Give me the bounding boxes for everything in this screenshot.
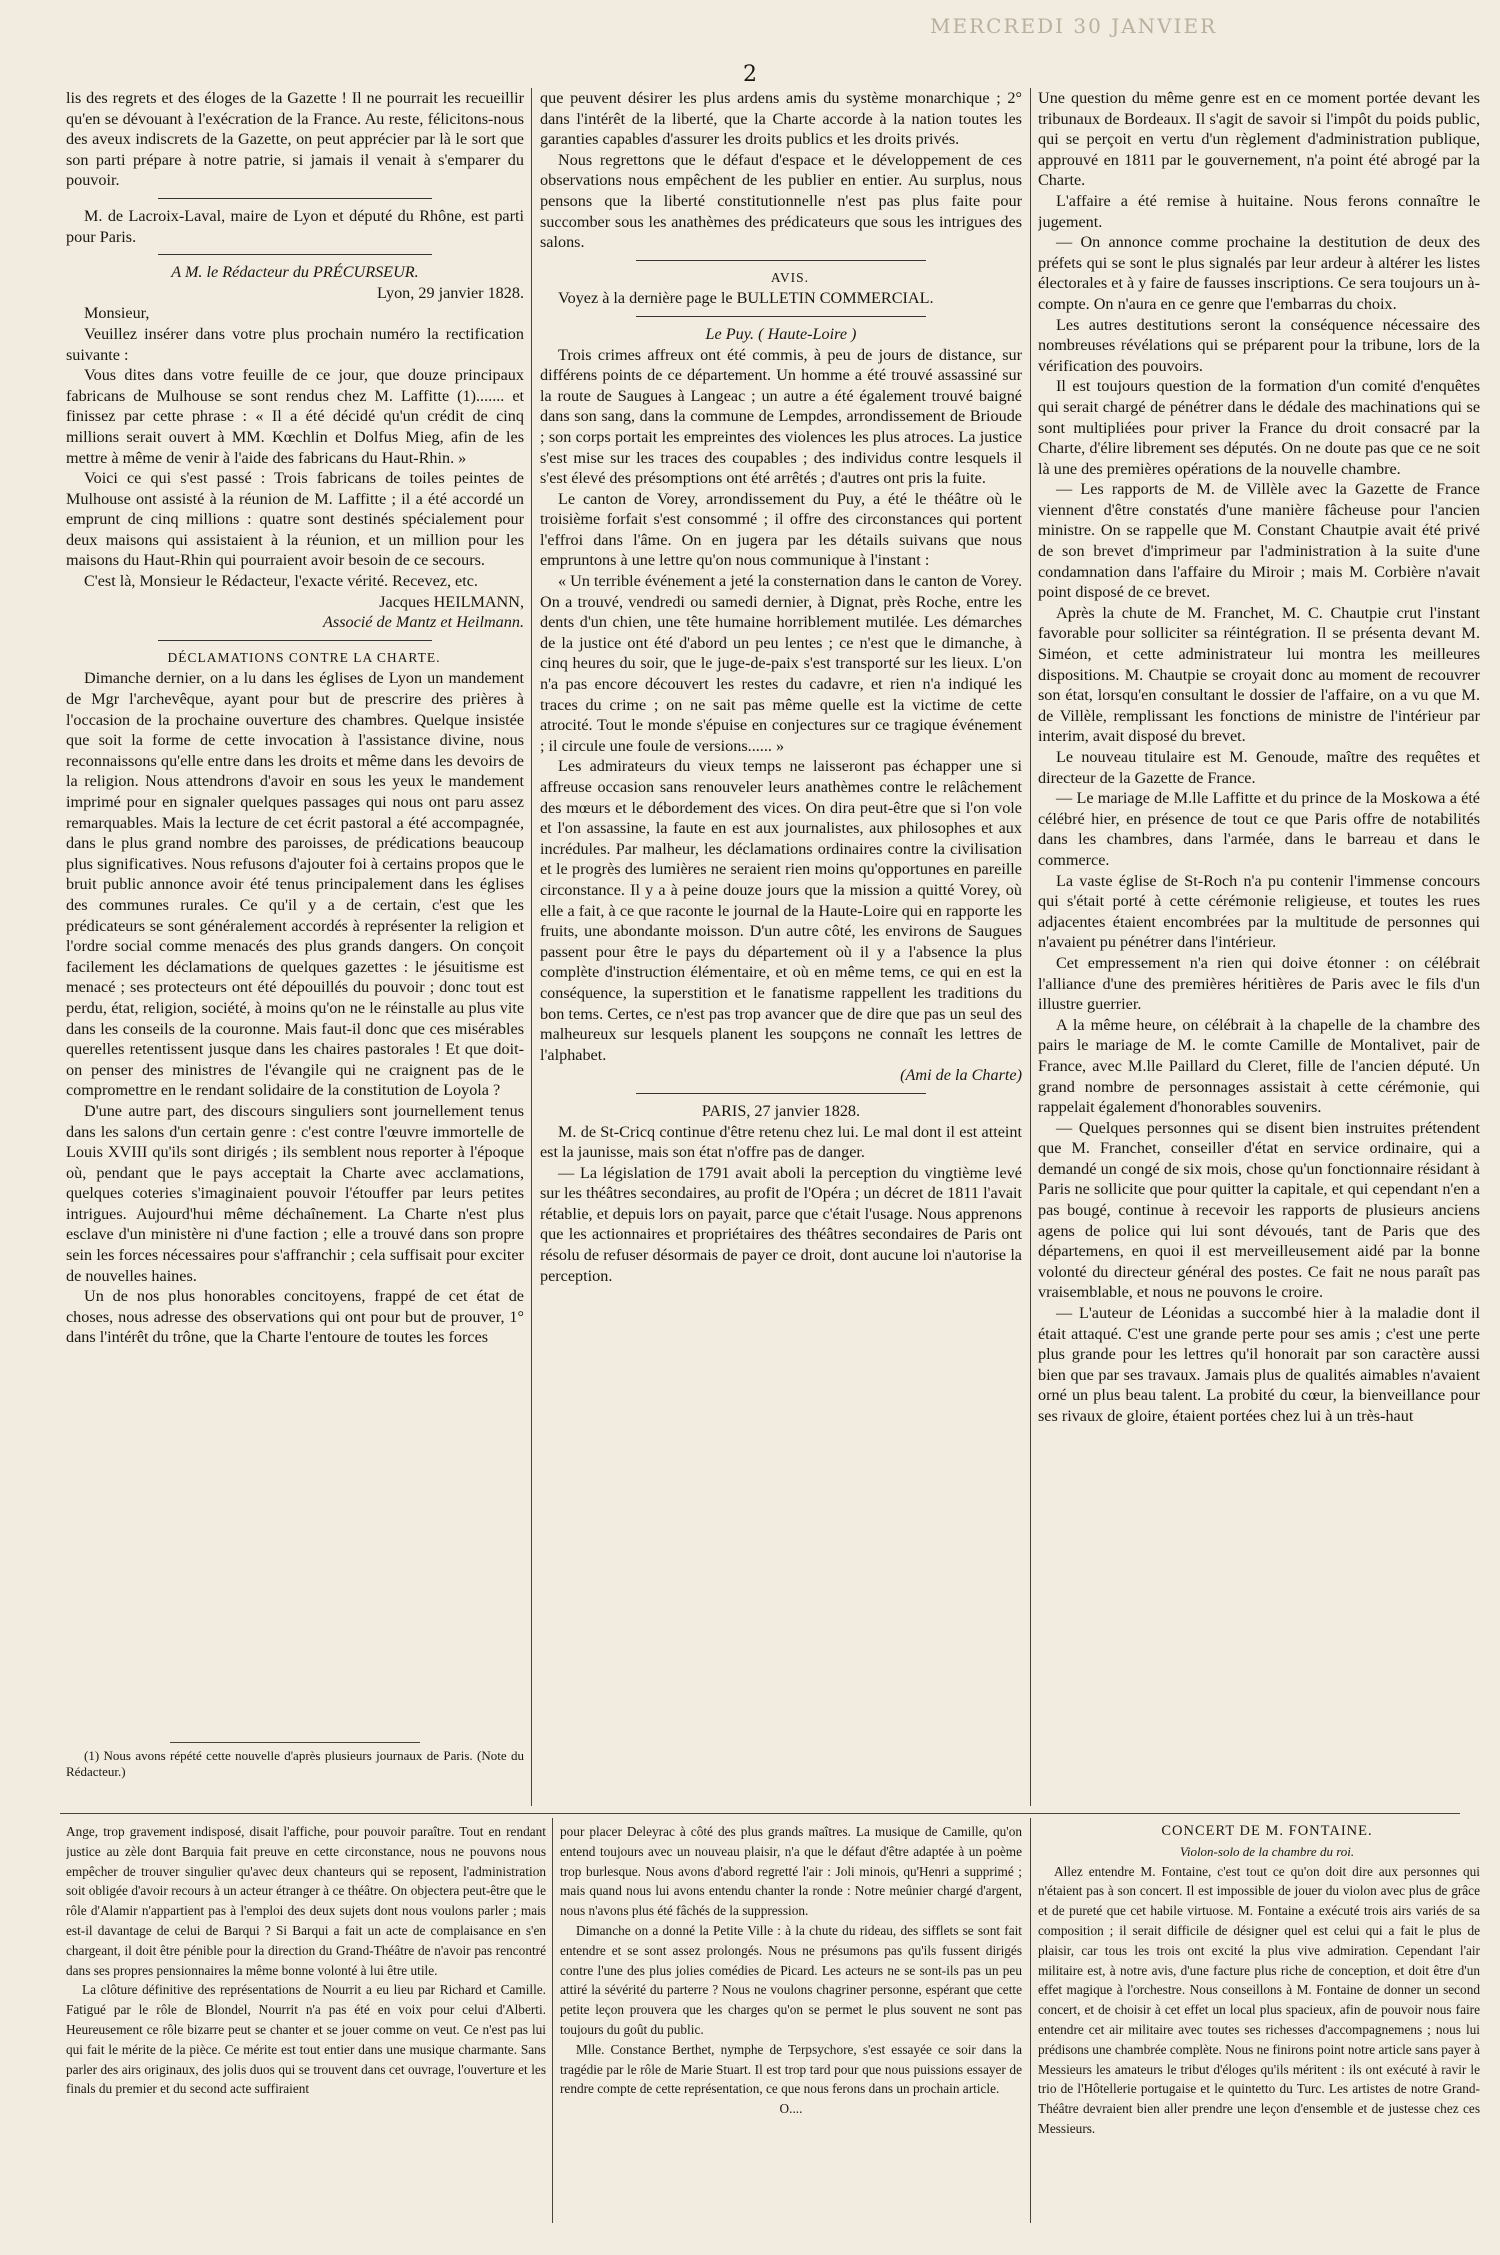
dateline: Le Puy. ( Haute-Loire ) (705, 324, 857, 343)
article-paragraph: A la même heure, on célébrait à la chapelle de la chambre des pairs le mariage de M. le comte Camille de Montalivet, pair de France, avec M.lle Paillard du Cleret, fille de l'ancien député. Un grand nombre de personnages assistait à cette cérémonie, qui rappelait également d'honorables souvenirs. (1038, 1015, 1480, 1117)
footnote-text: (1) Nous avons répété cette nouvelle d'après plusieurs journaux de Paris. (Note du Rédacteur.) (66, 1748, 524, 1779)
letter-signature: Jacques HEILMANN, (379, 592, 524, 611)
article-paragraph: « Un terrible événement a jeté la consternation dans le canton de Vorey. On a trouvé, vendredi ou samedi dernier, à Dignat, près Roche, entre les dents d'un chien, une tête humaine horriblement mutilée. Les démarches de la justice ont été d'abord un peu lentes ; ce n'est que le dimanche, à cinq heures du soir, que le juge-de-paix s'est transporté sur les lieux. L'on n'a pas encore découvert les restes du cadavre, et rien n'a indiqué les traces du crime ; on ne sait pas même quelle est la victime de cette atrocité. Tout le monde s'épuise en conjectures sur ce tragique événement ; il circule une foule de versions...... » (540, 572, 1022, 755)
article-paragraph: M. de Lacroix-Laval, maire de Lyon et député du Rhône, est parti pour Paris. (66, 206, 524, 246)
article-paragraph: que peuvent désirer les plus ardens amis du système monarchique ; 2° dans l'intérêt de la liberté, que la Charte accorde à la nation toutes les garanties capables d'assurer les droits publics et les droits privés. (540, 89, 1022, 149)
article-paragraph: Le canton de Vorey, arrondissement du Puy, a été le théâtre où le troisième forfait s'est consommé ; il offre des circonstances qui portent l'effroi dans l'âme. On en jugera par les détails suivans que nous empruntons à une lettre qu'on nous communique à l'instant : (540, 489, 1022, 570)
letter-paragraph: Vous dites dans votre feuille de ce jour, que douze principaux fabricans de Mulhouse se sont rendus chez M. Laffitte (1)....... et finissez par cette phrase : « Il a été décidé qu'un crédit de cinq millions serait ouvert à MM. Kœchlin et Dolfus Mieg, afin de les mettre à même de venir à l'aide des fabricans du Haut-Rhin. » (66, 366, 524, 467)
concert-heading: CONCERT DE M. FONTAINE. (1161, 1823, 1373, 1839)
article-paragraph: Après la chute de M. Franchet, M. C. Chautpie crut l'instant favorable pour solliciter sa réintégration. Il se présenta devant M. Siméon, et cette administrateur lui montra les meilleures dispositions. M. Chautpie se croyait donc au moment de recouvrer son état, lorsqu'en consultant le dossier de l'affaire, on a vu que M. de Villèle, remplissant les fonctions de ministre de l'intérieur par interim, avait disposé du brevet. (1038, 603, 1480, 746)
column-rule (531, 88, 532, 1806)
feuilleton-signature: O.... (779, 2101, 803, 2117)
article-paragraph: — L'auteur de Léonidas a succombé hier à la maladie dont il était attaqué. C'est une grande perte pour ses amis ; c'est une perte plus grande pour les lettres qu'il honorait par son caractère aussi bien que par ses travaux. Jamais plus de qualités aimables n'avaient orné un plus beau talent. La probité du cœur, la bienveillance pour ses rivaux de gloire, étaient portées chez lui à un très-haut (1038, 1304, 1480, 1425)
divider (158, 254, 433, 255)
concert-subheading: Violon-solo de la chambre du roi. (1179, 1843, 1355, 1859)
feuilleton-paragraph: Ange, trop gravement indisposé, disait l'affiche, pour pouvoir paraître. Tout en rendant justice au zèle dont Barquia fait preuve en cette circonstance, nous ne pouvons nous empêcher de trouver singulier qu'avec deux chanteurs qui se reposent, l'administration soit obligée d'avoir recours à un acteur étranger à ce théâtre. On objectera peut-être que le rôle d'Alamir n'appartient pas à l'emploi des deux sujets dont nous voulons parler ; mais est-il davantage de celui de Barqui ? Si Barqui a fait un acte de complaisance en s'en chargeant, il doit être pénible pour la direction du Grand-Théâtre de n'avoir pas rencontré dans ses propres pensionnaires la même bonne volonté à lui être utile. (66, 1824, 546, 1978)
article-paragraph: Cet empressement n'a rien qui doive étonner : on célébrait l'alliance d'une des premières héritières de Paris avec le fils d'un illustre guerrier. (1038, 953, 1480, 1014)
source-credit: (Ami de la Charte) (900, 1066, 1022, 1085)
feuilleton-paragraph: pour placer Deleyrac à côté des plus grands maîtres. La musique de Camille, qu'on entend toujours avec un nouveau plaisir, n'a que le défaut d'être adaptée à un poème trop burlesque. Nous avons d'abord regretté l'air : Joli minois, qu'Henri a supprimé ; mais quand nous lui avons entendu chanter la ronde : Notre meûnier chargé d'argent, nous n'avons plus été fâchés de la suppression. (560, 1824, 1022, 1919)
article-paragraph: lis des regrets et des éloges de la Gazette ! Il ne pourrait les recueillir qu'en se dévouant à l'exécration de la France. Au reste, félicitons-nous des aveux indiscrets de la Gazette, on peut apprécier par là le sort que son parti prépare à notre patrie, si jamais il venait à s'emparer du pouvoir. (66, 89, 524, 190)
page-number: 2 (743, 62, 757, 87)
bleed-through-header: MERCREDI 30 JANVIER (930, 14, 1218, 38)
article-paragraph: Une question du même genre est en ce moment portée devant les tribunaux de Bordeaux. Il s'agit de savoir si l'impôt du poids public, qui se perçoit en vertu d'un règlement d'administration publique, approuvé en 1811 par le gouvernement, n'a point été abrogé par la Charte. (1038, 89, 1480, 190)
feuilleton-paragraph: Mlle. Constance Berthet, nymphe de Terpsychore, s'est essayée ce soir dans la tragédie par le rôle de Marie Stuart. Il est trop tard pour que nous puissions essayer de rendre compte de cette représentation, ce que nous ferons dans un prochain article. (560, 2041, 1022, 2097)
feuilleton-column-3 (1038, 1822, 1480, 2227)
article-paragraph: — Quelques personnes qui se disent bien instruites prétendent que M. Franchet, conseiller d'état en service ordinaire, qui a demandé un congé de six mois, chose qu'un fonctionnaire résidant à Paris ne sollicite que pour quitter la capitale, et qui cependant n'en a pas bougé, continue à recevoir les rapports de plusieurs anciens agens de police qui lui sont dévoués, tant de Paris que des départemens, en quoi il est merveilleusement aidé par la bonne volonté du directeur général des postes. Ce fait ne nous paraît pas vraisemblable, et nous ne pouvons le croire. (1038, 1118, 1480, 1302)
article-paragraph: Il est toujours question de la formation d'un comité d'enquêtes qui serait chargé de pénétrer dans le dédale des machinations qui se sont multipliées pour priver la France du droit consacré par la Charte, d'élire librement ses députés. On ne doute pas que ce ne soit là une des premières opérations de la nouvelle chambre. (1038, 377, 1480, 478)
divider (158, 198, 433, 199)
divider (636, 1093, 925, 1094)
divider (636, 316, 925, 317)
letter-paragraph: Voici ce qui s'est passé : Trois fabricans de toiles peintes de Mulhouse ont assisté à la réunion de M. Laffitte ; il a été accordé un emprunt de cinq millions : quatre sont destinés spécialement pour deux maisons qui assistaient à la réunion, et un million pour les maisons du Haut-Rhin qui pourraient avoir besoin de ce secours. (66, 469, 524, 570)
column-rule (552, 1818, 553, 2223)
divider (158, 640, 433, 641)
article-paragraph: D'une autre part, des discours singuliers sont journellement tenus dans les salons d'un certain genre : c'est contre l'œuvre immortelle de Louis XVIII qu'ils sont dirigés ; ils semblent nous reporter à l'époque où, pendant que le pays acceptait la Charte avec acclamations, quelques coteries s'imaginaient pouvoir l'étouffer par leurs petites intrigues. Aujourd'hui même déchaînement. La Charte n'est plus esclave d'un ministère ni d'une faction ; elle a trouvé dans son propre sein les forces nécessaires pour s'affranchir ; cela suffisait pour exciter de nouvelles haines. (66, 1101, 524, 1285)
letter-salutation: Monsieur, (84, 304, 150, 323)
article-paragraph: Les admirateurs du vieux temps ne laisseront pas échapper une si affreuse occasion sans renouveler leurs anathèmes contre le relâchement des mœurs et le débordement des vices. On dira peut-être que si l'on vole et l'on assassine, la faute en est aux journalistes, aux philosophes et aux incrédules. Par malheur, les déclamations ordinaires contre la civilisation et le progrès des lumières ne seraient rien moins qu'opportunes en pareille circonstance. Il y a à peine douze jours que la mission a quitté Vorey, où elle a fait, à ce que raconte le journal de la Haute-Loire qui en rapporte les fruits, une abondante moisson. D'un autre côté, les environs de Saugues passent pour être le pays du département où il y a l'absence la plus complète d'instruction élémentaire, et où en même tems, ce qui en est la conséquence, la superstition et le fanatisme rappellent les traditions du bon tems. Certes, ce n'est pas trop avancer que de dire que pas un seul des malheureux sur lesquels planent les soupçons ne connaît les lettres de l'alphabet. (540, 757, 1022, 1064)
feuilleton-column-1 (66, 1822, 546, 2227)
feuilleton-column-2 (560, 1822, 1022, 2227)
footnote-rule (170, 1742, 420, 1743)
article-paragraph: Nous regrettons que le défaut d'espace et le développement de ces observations nous empêchent de les publier en entier. Au surplus, nous pensons que la liberté constitutionnelle n'est pas plus faite pour succomber sous les anathèmes des prédicateurs que sous les intrigues des salons. (540, 150, 1022, 252)
notice-heading: AVIS. (770, 269, 810, 285)
section-heading: DÉCLAMATIONS CONTRE LA CHARTE. (167, 649, 441, 665)
article-paragraph: Trois crimes affreux ont été commis, à peu de jours de distance, sur différens points de ce département. Un homme a été trouvé assassiné sur la route de Saugues à Langeac ; un autre a été également trouvé baigné dans son sang, dans la commune de Lempdes, arrondissement de Brioude ; son corps portait les empreintes des violences les plus atroces. La justice s'est mise sur les traces des coupables ; des individus contre lesquels il s'est élevé des présomptions ont été arrêtés ; d'autres ont pris la fuite. (540, 345, 1022, 488)
letter-paragraph: C'est là, Monsieur le Rédacteur, l'exacte vérité. Recevez, etc. (84, 572, 478, 591)
notice-text: Voyez à la dernière page le BULLETIN COMMERCIAL. (558, 289, 934, 308)
divider (636, 260, 925, 261)
feuilleton-paragraph: La clôture définitive des représentations de Nourrit a eu lieu par Richard et Camille. Fatigué par le rôle de Blondel, Nourrit n'a pas été en voix pour celui d'Alberti. Heureusement ce rôle bizarre peut se chanter et se jouer comme on veut. Ce n'est pas lui qui fait le mérite de la pièce. Ce mérite est tout entier dans une musique charmante. Sans parler des airs originaux, des jolis duos qui se trouvent dans cet ouvrage, l'ouverture et les finals du premier et du second acte suffiraient (66, 1982, 546, 2097)
article-paragraph: Les autres destitutions seront la conséquence nécessaire des nombreuses révélations qui se préparent pour la tribune, lors de la vérification des pouvoirs. (1038, 315, 1480, 375)
article-paragraph: — La législation de 1791 avait aboli la perception du vingtième levé sur les théâtres secondaires, au profit de l'Opéra ; un décret de 1811 l'avait rétablie, et depuis lors on payait, parce que c'était l'usage. Nous apprenons que les actionnaires et propriétaires des théâtres secondaires de Paris ont résolu de refuser désormais de payer ce droit, dont aucune loi n'autorise la perception. (540, 1163, 1022, 1285)
article-paragraph: L'affaire a été remise à huitaine. Nous ferons connaître le jugement. (1038, 191, 1480, 231)
column-1 (66, 88, 524, 1728)
column-rule (1030, 88, 1031, 1806)
footnote (66, 1748, 524, 1808)
feuilleton-paragraph: Dimanche on a donné la Petite Ville : à la chute du rideau, des sifflets se sont fait entendre et se sont assez prolongés. Nous ne présumons pas qu'ils fussent dirigés contre l'une des plus jolies comédies de Picard. Les acteurs ne se sont-ils pas un peu attiré la sévérité du parterre ? Nous ne voulons chagriner personne, espérant que cette petite leçon prouvera que les charges qu'on se permet le plus souvent ne sont pas toujours du goût du public. (560, 1922, 1022, 2037)
dateline: PARIS, 27 janvier 1828. (701, 1101, 861, 1120)
article-paragraph: Dimanche dernier, on a lu dans les églises de Lyon un mandement de Mgr l'archevêque, ayant pour but de prescrire des prières à l'occasion de la prochaine ouverture des chambres. Quelque insistée que soit la forme de cette invocation à l'assistance divine, nous reconnaissons qu'elle entre dans les droits et même dans les devoirs de la religion. Nous attendrons d'avoir en sous les yeux le mandement imprimé pour en signaler quelques passages qui nous ont paru assez remarquables. Mais la lecture de cet écrit pastoral a été accompagnée, dans le plus grand nombre des paroisses, de prédications beaucoup plus significatives. Nous refusons d'ajouter foi à certains propos que le bruit public annonce avoir été tenus principalement dans les églises des communes rurales. Ce qu'il y a de certain, c'est que les prédicateurs se sont généralement accordés à représenter la religion et l'ordre social comme menacés des plus grands dangers. On conçoit facilement les déclamations de quelques gazettes : le jésuitisme est menacé ; ses protecteurs ont été dépouillés du pouvoir ; donc tout est perdu, état, religion, société, à moins qu'on ne le réinstalle au plus vite dans les conseils de la couronne. Mais faut-il donc que ces misérables querelles retentissent jusque dans les chaires pastorales ! Et que doit-on penser des ministres de l'évangile qui ne craignent pas de le compromettre en le rendant solidaire de la constitution de Loyola ? (66, 669, 524, 1100)
column-3 (1038, 88, 1480, 1806)
article-paragraph: Un de nos plus honorables concitoyens, frappé de cet état de choses, nous adresse des observations qui ont pour but de prouver, 1° dans l'intérêt du trône, que la Charte l'entoure de toutes les forces (66, 1287, 524, 1347)
article-paragraph: Le nouveau titulaire est M. Genoude, maître des requêtes et directeur de la Gazette de France. (1038, 748, 1480, 787)
column-2 (540, 88, 1022, 1806)
article-paragraph: — Les rapports de M. de Villèle avec la Gazette de France viennent d'être constatés d'une manière fâcheuse pour l'ancien ministre. On se rappelle que M. Constant Chautpie avait été privé de son brevet d'imprimeur par l'administration à la suite d'une condamnation dans l'affaire du Miroir ; mais M. Corbière n'avait point disposé de ce brevet. (1038, 480, 1480, 602)
feuilleton-rule (60, 1813, 1460, 1814)
article-paragraph: — Le mariage de M.lle Laffitte et du prince de la Moskowa a été célébré hier, en présence de tout ce que Paris offre de notabilités dans les chambres, dans l'armée, dans le barreau et dans le commerce. (1038, 789, 1480, 869)
article-paragraph: La vaste église de St-Roch n'a pu contenir l'immense concours qui s'était porté à cette cérémonie religieuse, et toutes les rues adjacentes étaient encombrées par la multitude de personnes qui n'avaient pu pénétrer dans l'intérieur. (1038, 871, 1480, 952)
letter-paragraph: Veuillez insérer dans votre plus prochain numéro la rectification suivante : (66, 324, 524, 364)
feuilleton-paragraph: Allez entendre M. Fontaine, c'est tout ce qu'on doit dire aux personnes qui n'étaient pas à son concert. Il est impossible de jouer du violon avec plus de grâce et de pureté que cet habile virtuose. M. Fontaine a exécuté trois airs variés de sa composition ; il serait difficile de désigner quel est celui qui a fait le plus de plaisir, car tous les trois ont excité la plus vive admiration. Cependant l'air militaire est, à notre avis, d'une facture plus riche de conception, et doit être d'un effet magique à l'orchestre. Nous conseillons à M. Fontaine de donner un second concert, et de choisir à cet effet un local plus spacieux, afin de pouvoir nous faire entendre cet air militaire avec toutes ses richesses d'accompagnemens ; nous lui prédisons une chambrée complète. Nous ne finirons point notre article sans payer à Messieurs les amateurs le tribut d'éloges qu'ils méritent : ils ont exécuté à ravir le trio de l'Hôtellerie portugaise et le quintetto du Turc. Les artistes de notre Grand-Théâtre devraient bien aller prendre une leçon d'ensemble et de justesse chez ces Messieurs. (1038, 1863, 1480, 2136)
letter-date: Lyon, 29 janvier 1828. (376, 283, 524, 302)
letter-heading: A M. le Rédacteur du PRÉCURSEUR. (171, 263, 419, 282)
letter-signature-title: Associé de Mantz et Heilmann. (323, 613, 524, 632)
column-rule (1030, 1818, 1031, 2223)
article-paragraph: — On annonce comme prochaine la destitution de deux des préfets qui se sont le plus signalés par leur ardeur à altérer les listes électorales et à y faire de fausses inscriptions. Ce sera toujours un à-compte. On n'aura en ce genre que l'embarras du choix. (1038, 233, 1480, 313)
article-paragraph: M. de St-Cricq continue d'être retenu chez lui. Le mal dont il est atteint est la jaunisse, mais son état n'offre pas de danger. (540, 1122, 1022, 1162)
